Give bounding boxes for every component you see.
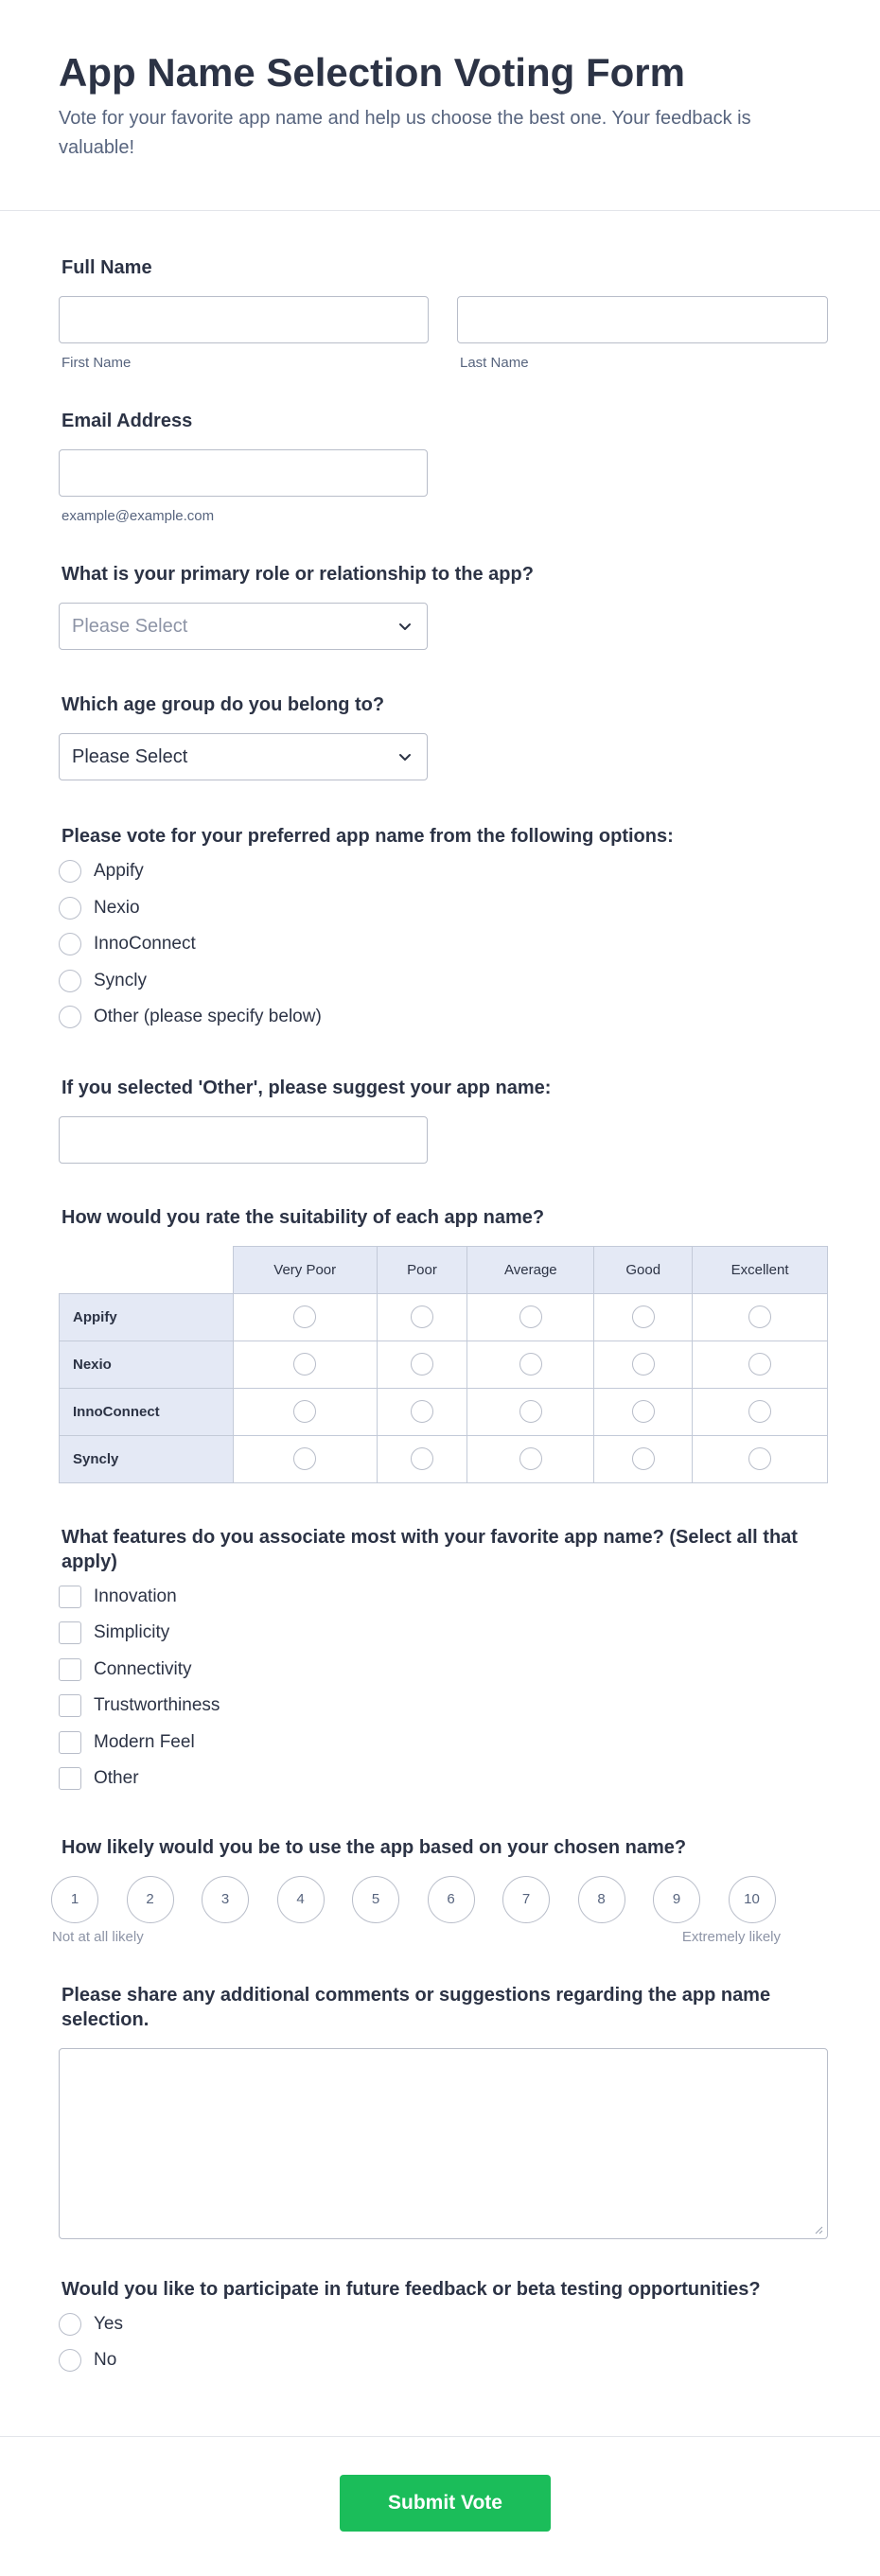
matrix-corner: [60, 1246, 234, 1293]
radio-button[interactable]: [59, 897, 81, 920]
email-input[interactable]: [59, 449, 428, 497]
vote-option[interactable]: [59, 926, 828, 963]
checkbox[interactable]: [59, 1694, 81, 1717]
feature-option[interactable]: [59, 1725, 828, 1761]
feature-option-label: Simplicity: [94, 1622, 170, 1643]
features-label: What features do you associate most with your favorite app name? (Select all that apply): [62, 1526, 798, 1572]
matrix-row-label: InnoConnect: [60, 1388, 234, 1435]
last-name-sublabel: Last Name: [460, 355, 529, 371]
email-label: Email Address: [62, 411, 193, 431]
form-header: [0, 0, 880, 211]
role-select[interactable]: [59, 603, 428, 650]
form-footer: [0, 2436, 880, 2576]
email-question: [59, 409, 828, 524]
feature-option-label: Innovation: [94, 1586, 177, 1606]
matrix-radio[interactable]: [293, 1400, 316, 1423]
vote-option[interactable]: [59, 890, 828, 927]
scale-option[interactable]: 7: [502, 1876, 550, 1923]
other-name-label: If you selected 'Other', please suggest your app name:: [62, 1077, 552, 1098]
last-name-input[interactable]: [457, 296, 828, 343]
checkbox[interactable]: [59, 1731, 81, 1754]
scale-option[interactable]: 4: [277, 1876, 325, 1923]
scale-option[interactable]: 3: [202, 1876, 249, 1923]
radio-button[interactable]: [59, 1006, 81, 1028]
scale-option[interactable]: 6: [428, 1876, 475, 1923]
chevron-down-icon: [396, 618, 414, 635]
age-question: [59, 692, 828, 780]
feature-option[interactable]: [59, 1688, 828, 1725]
radio-button[interactable]: [59, 970, 81, 992]
checkbox[interactable]: [59, 1586, 81, 1608]
matrix-column-header: Excellent: [693, 1246, 828, 1293]
checkbox[interactable]: [59, 1658, 81, 1681]
likelihood-question: [52, 1835, 828, 1945]
feature-option-label: Modern Feel: [94, 1731, 195, 1752]
comments-question: [59, 1983, 828, 2239]
vote-option[interactable]: [59, 963, 828, 1000]
matrix-row-label: Syncly: [60, 1435, 234, 1482]
matrix-radio[interactable]: [748, 1353, 771, 1376]
matrix-row-label: Appify: [60, 1293, 234, 1341]
form-title: App Name Selection Voting Form: [59, 50, 685, 95]
other-name-question: [59, 1076, 828, 1164]
future-option-label: Yes: [94, 2313, 123, 2334]
likelihood-label: How likely would you be to use the app based on your chosen name?: [62, 1836, 687, 1858]
vote-option-label: Appify: [94, 861, 144, 882]
matrix-radio[interactable]: [293, 1306, 316, 1328]
feature-option-label: Trustworthiness: [94, 1695, 220, 1716]
feature-option[interactable]: [59, 1761, 828, 1797]
scale-option[interactable]: 8: [578, 1876, 625, 1923]
scale-option[interactable]: 5: [352, 1876, 399, 1923]
matrix-row: [60, 1435, 828, 1482]
matrix-radio[interactable]: [748, 1306, 771, 1328]
matrix-radio[interactable]: [632, 1353, 655, 1376]
feature-option[interactable]: [59, 1579, 828, 1616]
feature-option[interactable]: [59, 1615, 828, 1652]
matrix-column-header: Poor: [377, 1246, 467, 1293]
matrix-radio[interactable]: [293, 1447, 316, 1470]
radio-button[interactable]: [59, 933, 81, 955]
full-name-question: [59, 255, 828, 371]
matrix-radio[interactable]: [519, 1353, 542, 1376]
matrix-radio[interactable]: [411, 1400, 433, 1423]
vote-label: Please vote for your preferred app name from the following options:: [62, 826, 674, 847]
vote-question: [59, 824, 828, 1036]
matrix-row-label: Nexio: [60, 1341, 234, 1388]
matrix-label: How would you rate the suitability of each app name?: [62, 1206, 545, 1228]
matrix-radio[interactable]: [519, 1400, 542, 1423]
vote-option-label: Syncly: [94, 970, 147, 990]
matrix-column-header: Very Poor: [233, 1246, 377, 1293]
first-name-sublabel: First Name: [62, 355, 132, 371]
scale-labels: [52, 1929, 781, 1945]
matrix-radio[interactable]: [632, 1447, 655, 1470]
matrix-radio[interactable]: [519, 1306, 542, 1328]
scale-option[interactable]: 9: [653, 1876, 700, 1923]
matrix-radio[interactable]: [411, 1306, 433, 1328]
checkbox[interactable]: [59, 1767, 81, 1790]
form-subtitle: Vote for your favorite app name and help us choose the best one. Your feedback is valuable!: [59, 108, 751, 158]
radio-button[interactable]: [59, 860, 81, 883]
feature-option-label: Connectivity: [94, 1658, 192, 1679]
matrix-radio[interactable]: [748, 1447, 771, 1470]
role-question: [59, 562, 828, 650]
scale-high-label: Extremely likely: [681, 1928, 781, 1945]
other-name-input[interactable]: [59, 1116, 428, 1164]
matrix-radio[interactable]: [293, 1353, 316, 1376]
first-name-input[interactable]: [59, 296, 429, 343]
vote-option[interactable]: [59, 853, 828, 890]
scale-option[interactable]: 2: [127, 1876, 174, 1923]
role-select-value: Please Select: [72, 615, 188, 637]
matrix-column-header: Average: [467, 1246, 594, 1293]
vote-option-label: Nexio: [94, 897, 140, 918]
checkbox[interactable]: [59, 1621, 81, 1644]
vote-option-label: InnoConnect: [94, 934, 196, 955]
matrix-radio[interactable]: [411, 1447, 433, 1470]
future-option[interactable]: [59, 2342, 828, 2379]
chevron-down-icon: [396, 748, 414, 765]
scale-option[interactable]: 1: [51, 1876, 98, 1923]
scale-option[interactable]: 10: [729, 1876, 776, 1923]
radio-button[interactable]: [59, 2313, 81, 2336]
radio-button[interactable]: [59, 2349, 81, 2372]
scale-low-label: Not at all likely: [52, 1928, 144, 1945]
comments-label: Please share any additional comments or suggestions regarding the app name selection.: [62, 1984, 771, 2030]
matrix-radio[interactable]: [411, 1353, 433, 1376]
future-option-label: No: [94, 2350, 117, 2371]
features-question: [59, 1525, 828, 1797]
future-question: [59, 2277, 828, 2379]
role-label: What is your primary role or relationship to the app?: [62, 564, 534, 585]
submit-button[interactable]: Submit Vote: [340, 2475, 551, 2532]
matrix-radio[interactable]: [519, 1447, 542, 1470]
future-option[interactable]: [59, 2306, 828, 2343]
feature-option-label: Other: [94, 1768, 139, 1789]
resize-grip-icon[interactable]: [814, 2225, 823, 2234]
rating-matrix-question: [59, 1205, 828, 1483]
age-select-value: Please Select: [72, 745, 188, 767]
email-sublabel: example@example.com: [62, 508, 215, 524]
form-body: [0, 255, 880, 2379]
matrix-radio[interactable]: [632, 1306, 655, 1328]
vote-option[interactable]: [59, 999, 828, 1036]
age-label: Which age group do you belong to?: [62, 694, 385, 715]
future-label: Would you like to participate in future feedback or beta testing opportunities?: [62, 2278, 761, 2300]
matrix-radio[interactable]: [748, 1400, 771, 1423]
matrix-column-header: Good: [594, 1246, 693, 1293]
vote-option-label: Other (please specify below): [94, 1007, 322, 1027]
matrix-row: [60, 1293, 828, 1341]
feature-option[interactable]: [59, 1652, 828, 1689]
likelihood-scale: [51, 1876, 828, 1923]
rating-matrix: [59, 1246, 828, 1483]
matrix-radio[interactable]: [632, 1400, 655, 1423]
full-name-label: Full Name: [62, 257, 152, 278]
matrix-row: [60, 1341, 828, 1388]
matrix-row: [60, 1388, 828, 1435]
age-select[interactable]: [59, 733, 428, 780]
comments-textarea[interactable]: [59, 2048, 828, 2239]
